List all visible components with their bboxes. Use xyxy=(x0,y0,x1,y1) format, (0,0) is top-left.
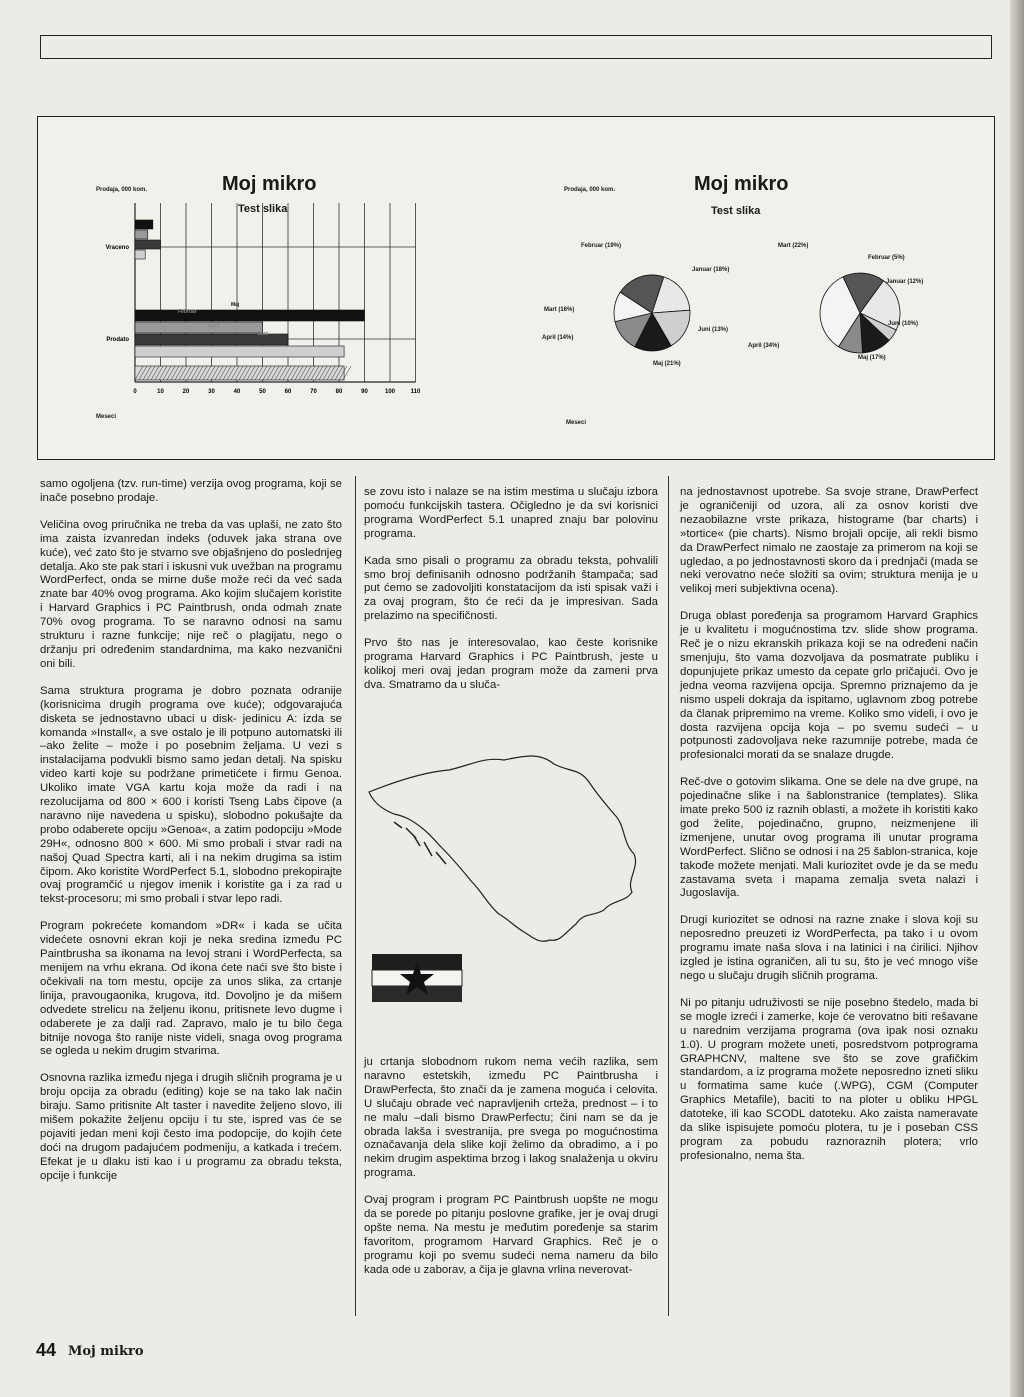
flag-stripe-bottom xyxy=(372,986,462,1002)
x-tick-label: 0 xyxy=(133,389,137,395)
pie1-label-jun: Juni (13%) xyxy=(698,327,729,333)
pie1-label-jan: Januar (18%) xyxy=(692,267,730,273)
category-label: Prodato xyxy=(106,337,129,343)
paragraph: Program pokrećete komandom »DR« i kada se učita videćete osnovni ekran koji je neka sredina između PC Paintbrusha sa ikonama na levoj strani i WordPerfecta, sa menijem na vrhu ekrana. Od ikona ćete naći sve što biste i očekivali na tom mestu, opcije za unos slika, za crtanje linija, pravougaonika, krugova, itd. Dovoljno je da mišem odvedete strelicu na željenu ikonu, pritisnete levo dugme i odaberete je za dalji rad. Zapravo, malo je tu bilo čega bitnije novoga što ranije niste videli, snaga ovog programa se ogleda u nekim drugim stvarima. xyxy=(40,920,342,1058)
bar xyxy=(135,310,365,321)
text-column-2-bottom xyxy=(364,1056,658,1291)
pie2-label-apr: April (34%) xyxy=(748,343,780,349)
bar-subtitle: Test slika xyxy=(238,203,288,215)
page-edge-shadow xyxy=(1010,0,1024,1397)
bar-ylabel: Prodaja, 000 kom. xyxy=(96,187,148,193)
pie2-label-feb: Februar (5%) xyxy=(868,255,905,261)
column-rule-2 xyxy=(668,476,669,1316)
pie-title: Moj mikro xyxy=(694,173,789,195)
pie1-label-apr: April (14%) xyxy=(542,335,574,341)
paragraph: se zovu isto i nalaze se na istim mestima u slučaju izbora pomoću funkcijskih tastera. Očigledno je da svi korisnici programa WordPerfect 5.1 unapred znaju bar polovinu programa. xyxy=(364,486,658,540)
x-tick-label: 110 xyxy=(410,389,421,395)
text-column-3 xyxy=(680,486,978,1177)
bar-hatched xyxy=(135,366,344,380)
x-tick-label: 90 xyxy=(361,389,368,395)
figure-frame xyxy=(37,116,995,460)
paragraph: na jednostavnost upotrebe. Sa svoje strane, DrawPerfect je ograničeniji od uzora, ali za osnov koristi dve nezaobilazne vrste prikaza, histograme (bar charts) i »tortice« (pie charts). Nismo brojali opcije, ali rekli bismo da DrawPerfect nimalo ne zaostaje za primerom na koji se ugledao, a po jednostavnosti skoro da i prednjači (mada se neki verovatno neće složiti sa ovim; struktura menija je u velikoj meri subjektivna ocena). xyxy=(680,486,978,596)
x-tick-label: 70 xyxy=(310,389,317,395)
column-rule-1 xyxy=(355,476,356,1316)
paragraph: Kada smo pisali o programu za obradu teksta, pohvalili smo broj definisanih odnosno podržanih štampača; sad put ćemo se zadovoljiti konstatacijom da isti spisak važi i za ovaj program, što će reći da je impresivan. Sada prelazimo na specifičnosti. xyxy=(364,554,658,623)
bar xyxy=(135,240,161,249)
bar-title: Moj mikro xyxy=(222,173,317,195)
paragraph: Reč-dve o gotovim slikama. One se dele na dve grupe, na pojedinačne slike i na šablonstranice (templates). Slika imate preko 500 iz raznih oblasti, a možete ih koristiti kako god želite, pojedinačno, grupno, neizmenjene ili izmenjene, unutar ovog programa ili unutar programa WordPerfect. Slično se odnosi i na 25 šablon-stranica, koje takođe možete menjati. Mali kuriozitet ovde je da se među zastavama sveta i mapama zemalja sveta nalazi i Jugoslavija. xyxy=(680,776,978,900)
bar-xlabel: Meseci xyxy=(96,414,117,420)
coast-islands xyxy=(394,822,446,864)
pie1-label-mar: Mart (16%) xyxy=(544,307,575,313)
magazine-name: Moj mikro xyxy=(68,1344,144,1359)
pie1-label-feb: Februar (19%) xyxy=(581,243,622,249)
pie-ylabel: Prodaja, 000 kom. xyxy=(564,187,616,193)
yugoslavia-map-illustration xyxy=(364,742,653,1042)
bar xyxy=(135,230,148,239)
x-tick-label: 80 xyxy=(335,389,343,395)
pie-xlabel: Meseci xyxy=(566,420,587,426)
paragraph: ju crtanja slobodnom rukom nema većih razlika, sem naravno estetskih, između PC Paintbrusha i DrawPerfecta, što znači da je zamena moguća i celovita. U slučaju obrade već napravljenih crteža, prednost – i to ne malu –dali bismo DrawPerfectu; čini nam se da je obrada lakša i svestranija, pre svega po mogućnostima označavanja dela slike koji želimo da obradimo, a i po nekim drugim aspektima brzog i lakog snalaženja u okviru programa. xyxy=(364,1056,658,1180)
paragraph: Osnovna razlika između njega i drugih sličnih programa je u broju opcija za obradu (editing) koje se na tako lak način biraju. Samo pritisnite Alt taster i navedite željeno slovo, ili mišem pokažite željenu opciju i tu ste, ispred vas će se pojaviti jedan meni koji često ima podopcije, do kojih ćete doći na drugom padajućem podmeniju, a katkada i trećem. Efekat je u dlaku isti kao i u programu za obradu teksta, opcije i funkcije xyxy=(40,1072,342,1182)
paragraph: Veličina ovog priručnika ne treba da vas uplaši, ne zato što ima zaista izvanredan indeks (oduvek jaka strana ove kuće), već zato što je stvarno sve objašnjeno do poslednjeg detalja. Ako ste pak stari i iskusni vuk uvežban na programu WordPerfect, onda se mirne duše može reći da već sada znate bar 40% ovog programa. Ako kojim slučajem koristite i Harvard Graphics i PC Paintbrush, onda odmah znate 70% ovog programa. To se naravno odnosi na samu strukturu i razne funkcije; nije reč o plagijatu, nego o držanju pri određenim standardnima, ma kako nezvanični oni bili. xyxy=(40,518,343,670)
x-tick-label: 30 xyxy=(208,389,215,395)
paragraph: Sama struktura programa je dobro poznata odranije (korisnicima drugih programa ove kuće); odgovarajuća disketa se jednostavno ubaci u disk- jedinicu A: izda se komanda »Install«, a sve ostalo je ili potpuno automatski ili –ako želite – može i po posebnim željama. U vezi s instalacijama podvukli bismo samo jedan detalj. Na spisku video karti koje su podržane primetićete i firmu Genoa. Ukoliko imate VGA kartu koja može da radi i na rezolucijama od 800 × 600 i koristi Tseng Labs čipove (a naravno nije navedena u spisku), slobodno pokušajte da probo odaberete opciju »Genoa«, a zatim podopciju »Mode 29H«, odnosno 800 × 600. Mi smo probali i stvar radi na našoj Quad Spectra karti, ali i na nekim drugima sa istim čipom. Ako koristite WordPerfect 5.1, slobodno prekopirajte ovaj programčić u njegov imenik i koristite ga i za rad u tekst-procesoru; mi smo probali i stvar lepo radi. xyxy=(40,684,342,906)
pie2-label-jan: Januar (12%) xyxy=(886,279,924,285)
bar-inner-label: Maj xyxy=(231,302,240,308)
bar-chart xyxy=(38,117,478,427)
page-number: 44 xyxy=(36,1340,57,1360)
map-outline xyxy=(369,756,636,941)
bar xyxy=(135,220,153,229)
pie1-label-maj: Maj (21%) xyxy=(653,361,681,367)
bar xyxy=(135,346,344,357)
pie2-label-maj: Maj (17%) xyxy=(858,355,886,361)
bar-inner-label: April xyxy=(208,323,220,329)
bar xyxy=(135,250,145,259)
x-tick-label: 50 xyxy=(259,389,266,395)
paragraph: Drugi kuriozitet se odnosi na razne znake i slova koji su neposredno preuzeti iz WordPerfecta, pa tako i u ovom programu imate naša slova i na latinici i na ćirilici. Njihov izgled je istina ograničen, ali tu su, što je već mnogo više nego u slučaju drugih sličnih programa. xyxy=(680,914,978,982)
x-tick-label: 10 xyxy=(157,389,164,395)
x-tick-label: 20 xyxy=(182,389,190,395)
x-tick-label: 60 xyxy=(284,389,292,395)
bar-inner-label: Juni xyxy=(258,331,269,337)
x-tick-label: 100 xyxy=(384,389,396,395)
text-column-2-top xyxy=(364,486,658,706)
pie-subtitle: Test slika xyxy=(711,205,761,217)
paragraph: samo ogoljena (tzv. run-time) verzija ovog programa, koji se inače posebno prodaje. xyxy=(40,478,342,504)
header-box xyxy=(40,35,992,59)
pie2-label-jun: Juni (10%) xyxy=(888,321,919,327)
pie-charts xyxy=(518,257,988,377)
paragraph: Ovaj program i program PC Paintbrush uopšte ne mogu da se porede po pitanju poslovne grafike, jer je ovaj drugi opšte nema. Na mestu je međutim poređenje sa starim favoritom, programom Harvard Graphics. Reč je o programu koji po svemu sudeći nema nameru da bilo kada ode u zaborav, a čija je glavna vrlina neverovat- xyxy=(364,1194,658,1276)
bar xyxy=(135,322,263,333)
bar-inner-label: Februar xyxy=(178,309,197,315)
pie2-label-mar: Mart (22%) xyxy=(778,243,809,249)
category-label: Vraceno xyxy=(105,245,129,251)
paragraph: Prvo što nas je interesovalao, kao česte korisnike programa Harvard Graphics i PC Paintbrush, jeste u kolikoj meri ovaj jedan program može da zameni prva dva. Smatramo da u sluča- xyxy=(364,637,658,691)
paragraph: Ni po pitanju udruživosti se nije posebno štedelo, mada bi se mogle izreći i zamerke, koje će verovatno biti rešavane u narednim verzijama programa (ova ipak nosi oznaku 1.0). U program možete uneti, posredstvom potprograma GRAPHCNV, maltene sve što se zove grafičkim standardom, a iz programa možete neposredno izneti sliku u formatima same kuće (.WPG), CGM (Computer Graphics Metafile), baciti to na ploter u obliku HPGL datoteke, ili kao SCODL datoteku. Ako zaista nameravate da slike ispisujete pomoću plotera, tu je i poseban CSS program za pobudu raznoraznih plotera; vrlo profesionalno, nema šta. xyxy=(680,996,978,1162)
paragraph: Druga oblast poređenja sa programom Harvard Graphics je u kvalitetu i mogućnostima tzv. slide show programa. Reč je o nizu ekranskih prikaza koji se na određeni način smenjuju, što vama dozvoljava da posmatrate publiku i dopunjujete prikaz umesto da cepate grlo pričajući. Ovo je jedna veoma razvijena opcija. Spremno priznajemo da je nismo uspeli dokraja da ispitamo, uglavnom zbog potrebe da članak pripremimo na vreme. Koliko smo videli, i ovo je dosta razvijena opcija koja – po svemu sudeći – u potpunosti zadovoljava neke razumnije potrebe, mada će profesionalci morati da se snalaze drugde. xyxy=(680,610,978,762)
x-tick-label: 40 xyxy=(233,389,241,395)
text-column-1 xyxy=(40,478,342,1197)
